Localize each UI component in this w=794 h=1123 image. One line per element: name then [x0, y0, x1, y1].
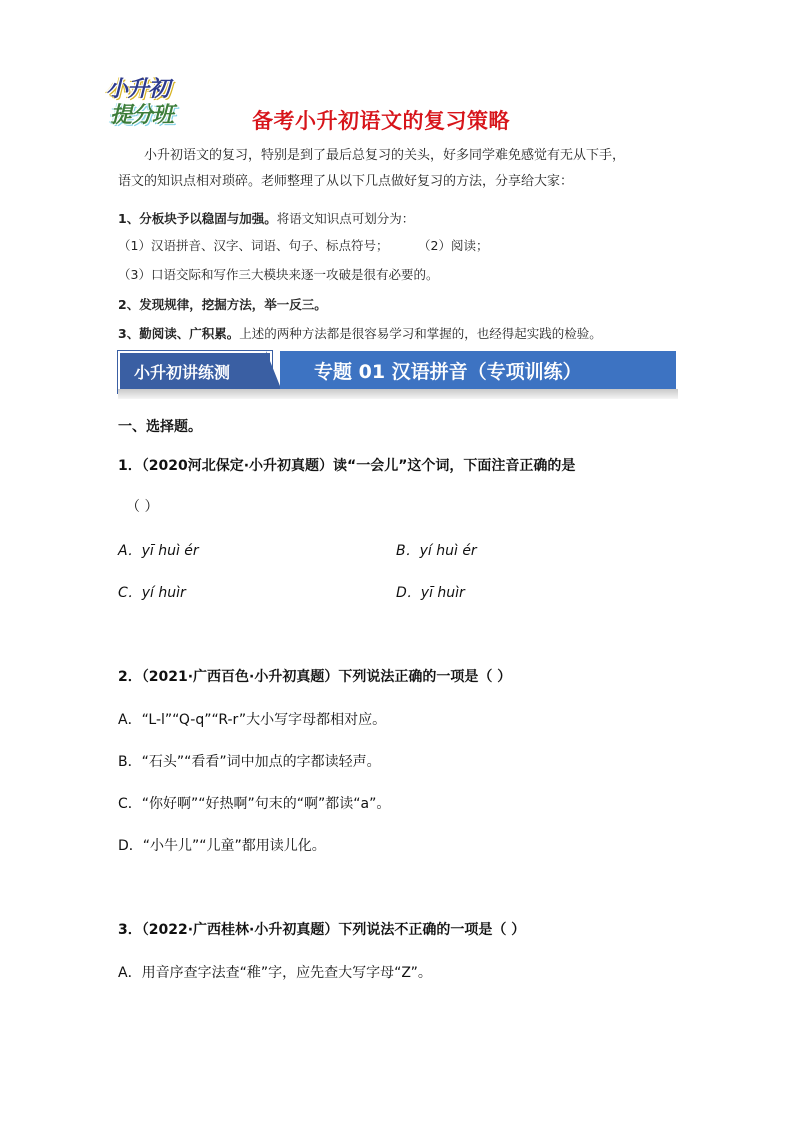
strategy-sub-1	[118, 236, 388, 254]
page-title: 备考小升初语文的复习策略	[252, 109, 510, 133]
strategy-item-1	[118, 209, 414, 227]
strategy-item-1-text: 将语文知识点可划分为：	[276, 211, 415, 226]
question-1-stem: 1．（2020河北保定·小升初真题）读“一会儿”这个词，下面注音正确的是	[118, 458, 576, 474]
question-3-stem: 3．（2022·广西桂林·小升初真题）下列说法不正确的一项是（ ）	[118, 922, 526, 938]
banner-series-box	[118, 351, 272, 393]
banner-topic-box	[280, 351, 676, 389]
question-2-option-d[interactable]: D．“小牛儿”“儿童”都用读儿化。	[118, 838, 326, 854]
intro-paragraph-2: 语文的知识点相对琐碎。老师整理了从以下几点做好复习的方法，分享给大家：	[118, 174, 574, 189]
strategy-item-3-heading: 3、勤阅读、广积累。	[118, 326, 240, 341]
question-1-blank: （ ）	[126, 499, 159, 515]
strategy-sub-1-text: （1）汉语拼音、汉字、词语、句子、标点符号；	[118, 238, 389, 253]
strategy-item-3	[118, 324, 602, 342]
banner-shadow	[118, 389, 678, 399]
question-2-option-a[interactable]: A．“L-l”“Q-q”“R-r”大小写字母都相对应。	[118, 712, 387, 728]
question-3-option-a[interactable]: A．用音序查字法查“稚”字，应先查大写字母“Z”。	[118, 965, 432, 981]
logo-line1: 小升初	[106, 77, 170, 102]
question-2-option-c[interactable]: C．“你好啊”“好热啊”句末的“啊”都读“a”。	[118, 796, 391, 812]
question-2-stem: 2．（2021·广西百色·小升初真题）下列说法正确的一项是（ ）	[118, 669, 512, 685]
logo-line2: 提分班	[110, 103, 174, 128]
strategy-item-2: 2、发现规律，挖掘方法，举一反三。	[118, 297, 327, 312]
logo	[104, 72, 208, 128]
strategy-item-1-heading: 1、分板块予以稳固与加强。	[118, 211, 277, 226]
question-1-option-c[interactable]: C．yí huìr	[118, 585, 186, 601]
question-1-option-b[interactable]: B．yí huì ér	[396, 543, 477, 559]
question-2-option-b[interactable]: B．“石头”“看看”词中加点的字都读轻声。	[118, 754, 381, 770]
section-heading: 一、选择题。	[118, 419, 202, 435]
strategy-sub-2: （2）阅读；	[418, 238, 489, 253]
banner-topic-label: 专题 01 汉语拼音（专项训练）	[314, 361, 582, 383]
banner-series-label: 小升初讲练测	[134, 363, 231, 382]
strategy-item-3-text: 上述的两种方法都是很容易学习和掌握的，也经得起实践的检验。	[239, 326, 602, 341]
question-1-option-d[interactable]: D．yī huìr	[396, 585, 465, 601]
question-1-option-a[interactable]: A．yī huì ér	[118, 543, 199, 559]
strategy-sub-3: （3）口语交际和写作三大模块来逐一攻破是很有必要的。	[118, 267, 439, 282]
topic-banner	[118, 351, 678, 395]
intro-paragraph-1: 小升初语文的复习，特别是到了最后总复习的关头，好多同学难免感觉有无从下手，	[144, 148, 626, 163]
